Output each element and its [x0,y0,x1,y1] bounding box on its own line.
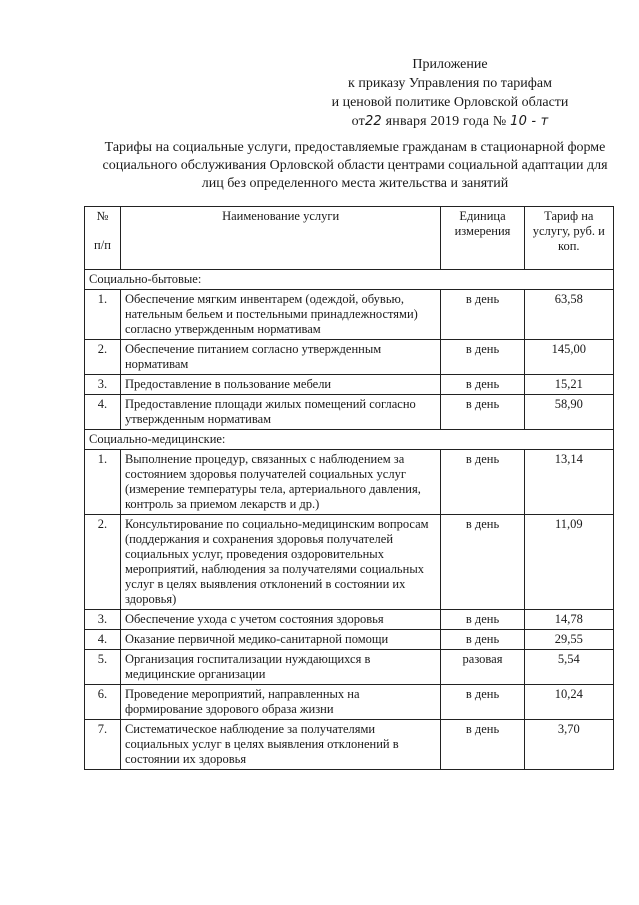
tariff-price: 15,21 [524,375,613,395]
unit-of-measure: в день [441,720,524,770]
row-number: 4. [85,630,121,650]
header-num-symbol: № [96,209,109,223]
section-title: Социально-медицинские: [85,430,614,450]
appendix-authority-line: и ценовой политике Орловской области [331,95,569,110]
table-row [85,630,614,650]
section-row [85,270,614,290]
service-name: Обеспечение ухода с учетом состояния здоровья [120,610,440,630]
tariff-price: 145,00 [524,340,613,375]
appendix-date-line [300,112,600,131]
table-row [85,650,614,685]
header-num [85,207,121,270]
tariff-price: 29,55 [524,630,613,650]
section-title: Социально-бытовые: [85,270,614,290]
unit-of-measure: в день [441,395,524,430]
service-name: Организация госпитализации нуждающихся в медицинские организации [120,650,440,685]
row-number: 1. [85,450,121,515]
table-row [85,720,614,770]
table-row [85,610,614,630]
table-row [85,395,614,430]
table-row [85,450,614,515]
tariffs-table [84,206,614,770]
row-number: 3. [85,610,121,630]
service-name: Предоставление в пользование мебели [120,375,440,395]
unit-of-measure: в день [441,630,524,650]
row-number: 2. [85,515,121,610]
service-name: Консультирование по социально-медицинским вопросам (поддержания и сохранения здоровья получателей социальных услуг, проведения оздоровительных мероприятий, наблюдения за получателями социальных услуг в целях выявления отклонений в состоянии их здоровья) [120,515,440,610]
section-row [85,430,614,450]
date-day-handwritten: 22 [364,114,382,129]
table-row [85,685,614,720]
service-name: Оказание первичной медико-санитарной помощи [120,630,440,650]
document-title: Тарифы на социальные услуги, предоставляемые гражданам в стационарной форме социального обслуживания Орловской области центрами социальной адаптации для лиц без определенного места жительства и занятий [102,140,608,191]
row-number: 7. [85,720,121,770]
header-num-label: п/п [94,238,111,252]
service-name: Выполнение процедур, связанных с наблюдением за состоянием здоровья получателей социальных услуг (измерение температуры тела, артериального давления, контроль за приемом лекарств и др.) [120,450,440,515]
unit-of-measure: в день [441,450,524,515]
service-name: Обеспечение питанием согласно утвержденным нормативам [120,340,440,375]
unit-of-measure: разовая [441,650,524,685]
header-name: Наименование услуги [120,207,440,270]
table-row [85,290,614,340]
tariff-price: 63,58 [524,290,613,340]
tariff-price: 13,14 [524,450,613,515]
row-number: 2. [85,340,121,375]
service-name: Проведение мероприятий, направленных на формирование здорового образа жизни [120,685,440,720]
tariff-price: 58,90 [524,395,613,430]
unit-of-measure: в день [441,610,524,630]
header-unit: Единица измерения [441,207,524,270]
row-number: 4. [85,395,121,430]
appendix-order-line: к приказу Управления по тарифам [348,76,552,91]
order-number-handwritten: 10 - т [510,114,549,129]
date-rest: января 2019 года № [385,114,507,129]
appendix-header [300,55,600,131]
table-body [85,270,614,770]
unit-of-measure: в день [441,290,524,340]
appendix-title: Приложение [412,57,488,72]
unit-of-measure: в день [441,685,524,720]
tariff-price: 14,78 [524,610,613,630]
row-number: 3. [85,375,121,395]
unit-of-measure: в день [441,340,524,375]
tariff-price: 11,09 [524,515,613,610]
table-row [85,375,614,395]
tariff-price: 10,24 [524,685,613,720]
tariff-price: 3,70 [524,720,613,770]
row-number: 5. [85,650,121,685]
service-name: Систематическое наблюдение за получателями социальных услуг в целях выявления отклонений в состоянии их здоровья [120,720,440,770]
unit-of-measure: в день [441,515,524,610]
service-name: Обеспечение мягким инвентарем (одеждой, обувью, нательным бельем и постельными принадлежностями) согласно утвержденным нормативам [120,290,440,340]
header-price: Тариф на услугу, руб. и коп. [524,207,613,270]
row-number: 6. [85,685,121,720]
tariff-price: 5,54 [524,650,613,685]
unit-of-measure: в день [441,375,524,395]
row-number: 1. [85,290,121,340]
table-row [85,515,614,610]
service-name: Предоставление площади жилых помещений согласно утвержденным нормативам [120,395,440,430]
table-row [85,340,614,375]
date-prefix: от [351,114,365,129]
table-header-row [85,207,614,270]
